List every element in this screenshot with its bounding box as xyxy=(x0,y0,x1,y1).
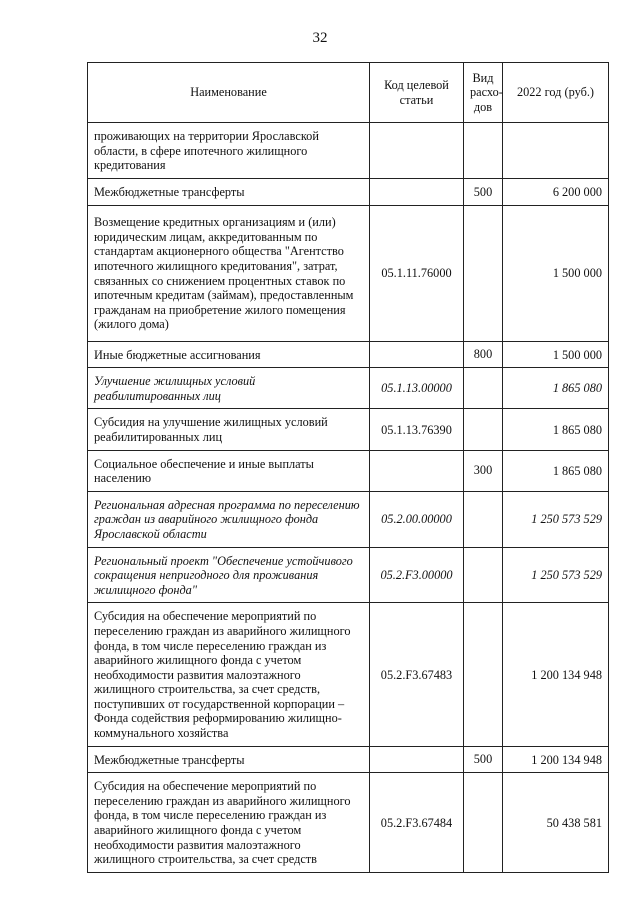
row-code-cell xyxy=(370,123,464,179)
row-name-cell: Субсидия на обеспечение мероприятий по переселению граждан из аварийного жилищного фонда, в том числе переселению граждан из аварийного жилищного фонда с учетом необходимости развития малоэтажного жилищного строительства, за счет средств xyxy=(88,773,370,873)
table-row xyxy=(88,368,609,409)
row-sum-cell: 1 500 000 xyxy=(503,205,609,341)
table-header-row xyxy=(88,63,609,123)
row-vid-cell xyxy=(464,491,503,547)
row-code-cell: 05.1.13.76390 xyxy=(370,409,464,450)
table-body xyxy=(88,123,609,873)
table-row xyxy=(88,205,609,341)
header-name: Наименование xyxy=(88,63,370,123)
row-vid-cell xyxy=(464,368,503,409)
row-vid-cell xyxy=(464,773,503,873)
row-sum-cell: 1 200 134 948 xyxy=(503,746,609,773)
row-code-cell: 05.2.F3.67483 xyxy=(370,603,464,746)
table-row xyxy=(88,409,609,450)
row-sum-cell: 1 500 000 xyxy=(503,341,609,368)
row-sum-cell: 1 250 573 529 xyxy=(503,491,609,547)
row-code-cell xyxy=(370,179,464,206)
row-code-cell: 05.1.11.76000 xyxy=(370,205,464,341)
row-code-cell xyxy=(370,746,464,773)
header-vid: Вид расхо-дов xyxy=(464,63,503,123)
row-vid-cell: 500 xyxy=(464,746,503,773)
row-code-cell xyxy=(370,450,464,491)
row-name-cell: Субсидия на улучшение жилищных условий реабилитированных лиц xyxy=(88,409,370,450)
row-vid-cell xyxy=(464,409,503,450)
row-vid-cell xyxy=(464,123,503,179)
table-row xyxy=(88,491,609,547)
row-vid-cell xyxy=(464,547,503,603)
row-name-cell: Возмещение кредитных организациям и (или) юридическим лицам, аккредитованным по стандартам акционерного общества "Агентство ипотечного жилищного кредитования", затрат, связанных со снижением процентных ставок по ипотечным кредитам (займам), предоставленным гражданам на приобретение жилого помещения (жилого дома) xyxy=(88,205,370,341)
row-vid-cell: 800 xyxy=(464,341,503,368)
row-sum-cell: 6 200 000 xyxy=(503,179,609,206)
table-row xyxy=(88,603,609,746)
header-code: Код целевой статьи xyxy=(370,63,464,123)
row-name-cell: Региональная адресная программа по переселению граждан из аварийного жилищного фонда Ярославской области xyxy=(88,491,370,547)
table-row xyxy=(88,341,609,368)
row-name-cell: Межбюджетные трансферты xyxy=(88,746,370,773)
row-name-cell: Иные бюджетные ассигнования xyxy=(88,341,370,368)
row-name-cell: Межбюджетные трансферты xyxy=(88,179,370,206)
row-code-cell xyxy=(370,341,464,368)
row-name-cell: Улучшение жилищных условий реабилитированных лиц xyxy=(88,368,370,409)
row-vid-cell: 300 xyxy=(464,450,503,491)
row-code-cell: 05.1.13.00000 xyxy=(370,368,464,409)
table-row xyxy=(88,450,609,491)
row-name-cell: проживающих на территории Ярославской области, в сфере ипотечного жилищного кредитования xyxy=(88,123,370,179)
row-vid-cell xyxy=(464,205,503,341)
row-vid-cell: 500 xyxy=(464,179,503,206)
row-code-cell: 05.2.F3.00000 xyxy=(370,547,464,603)
table-row xyxy=(88,547,609,603)
row-code-cell: 05.2.F3.67484 xyxy=(370,773,464,873)
table-row xyxy=(88,179,609,206)
row-sum-cell: 1 865 080 xyxy=(503,409,609,450)
row-name-cell: Субсидия на обеспечение мероприятий по переселению граждан из аварийного жилищного фонда, в том числе переселению граждан из аварийного жилищного фонда с учетом необходимости развития малоэтажного жилищного строительства, за счет средств, поступивших от государственной корпорации – Фонда содействия реформированию жилищно-коммунального хозяйства xyxy=(88,603,370,746)
table-row xyxy=(88,123,609,179)
header-sum: 2022 год (руб.) xyxy=(503,63,609,123)
table-row xyxy=(88,746,609,773)
row-sum-cell xyxy=(503,123,609,179)
page-number: 32 xyxy=(312,30,328,46)
row-sum-cell: 50 438 581 xyxy=(503,773,609,873)
row-sum-cell: 1 865 080 xyxy=(503,368,609,409)
budget-table xyxy=(87,62,609,873)
row-sum-cell: 1 865 080 xyxy=(503,450,609,491)
row-code-cell: 05.2.00.00000 xyxy=(370,491,464,547)
row-name-cell: Социальное обеспечение и иные выплаты населению xyxy=(88,450,370,491)
row-sum-cell: 1 250 573 529 xyxy=(503,547,609,603)
row-vid-cell xyxy=(464,603,503,746)
table-row xyxy=(88,773,609,873)
row-sum-cell: 1 200 134 948 xyxy=(503,603,609,746)
row-name-cell: Региональный проект "Обеспечение устойчивого сокращения непригодного для проживания жилищного фонда" xyxy=(88,547,370,603)
